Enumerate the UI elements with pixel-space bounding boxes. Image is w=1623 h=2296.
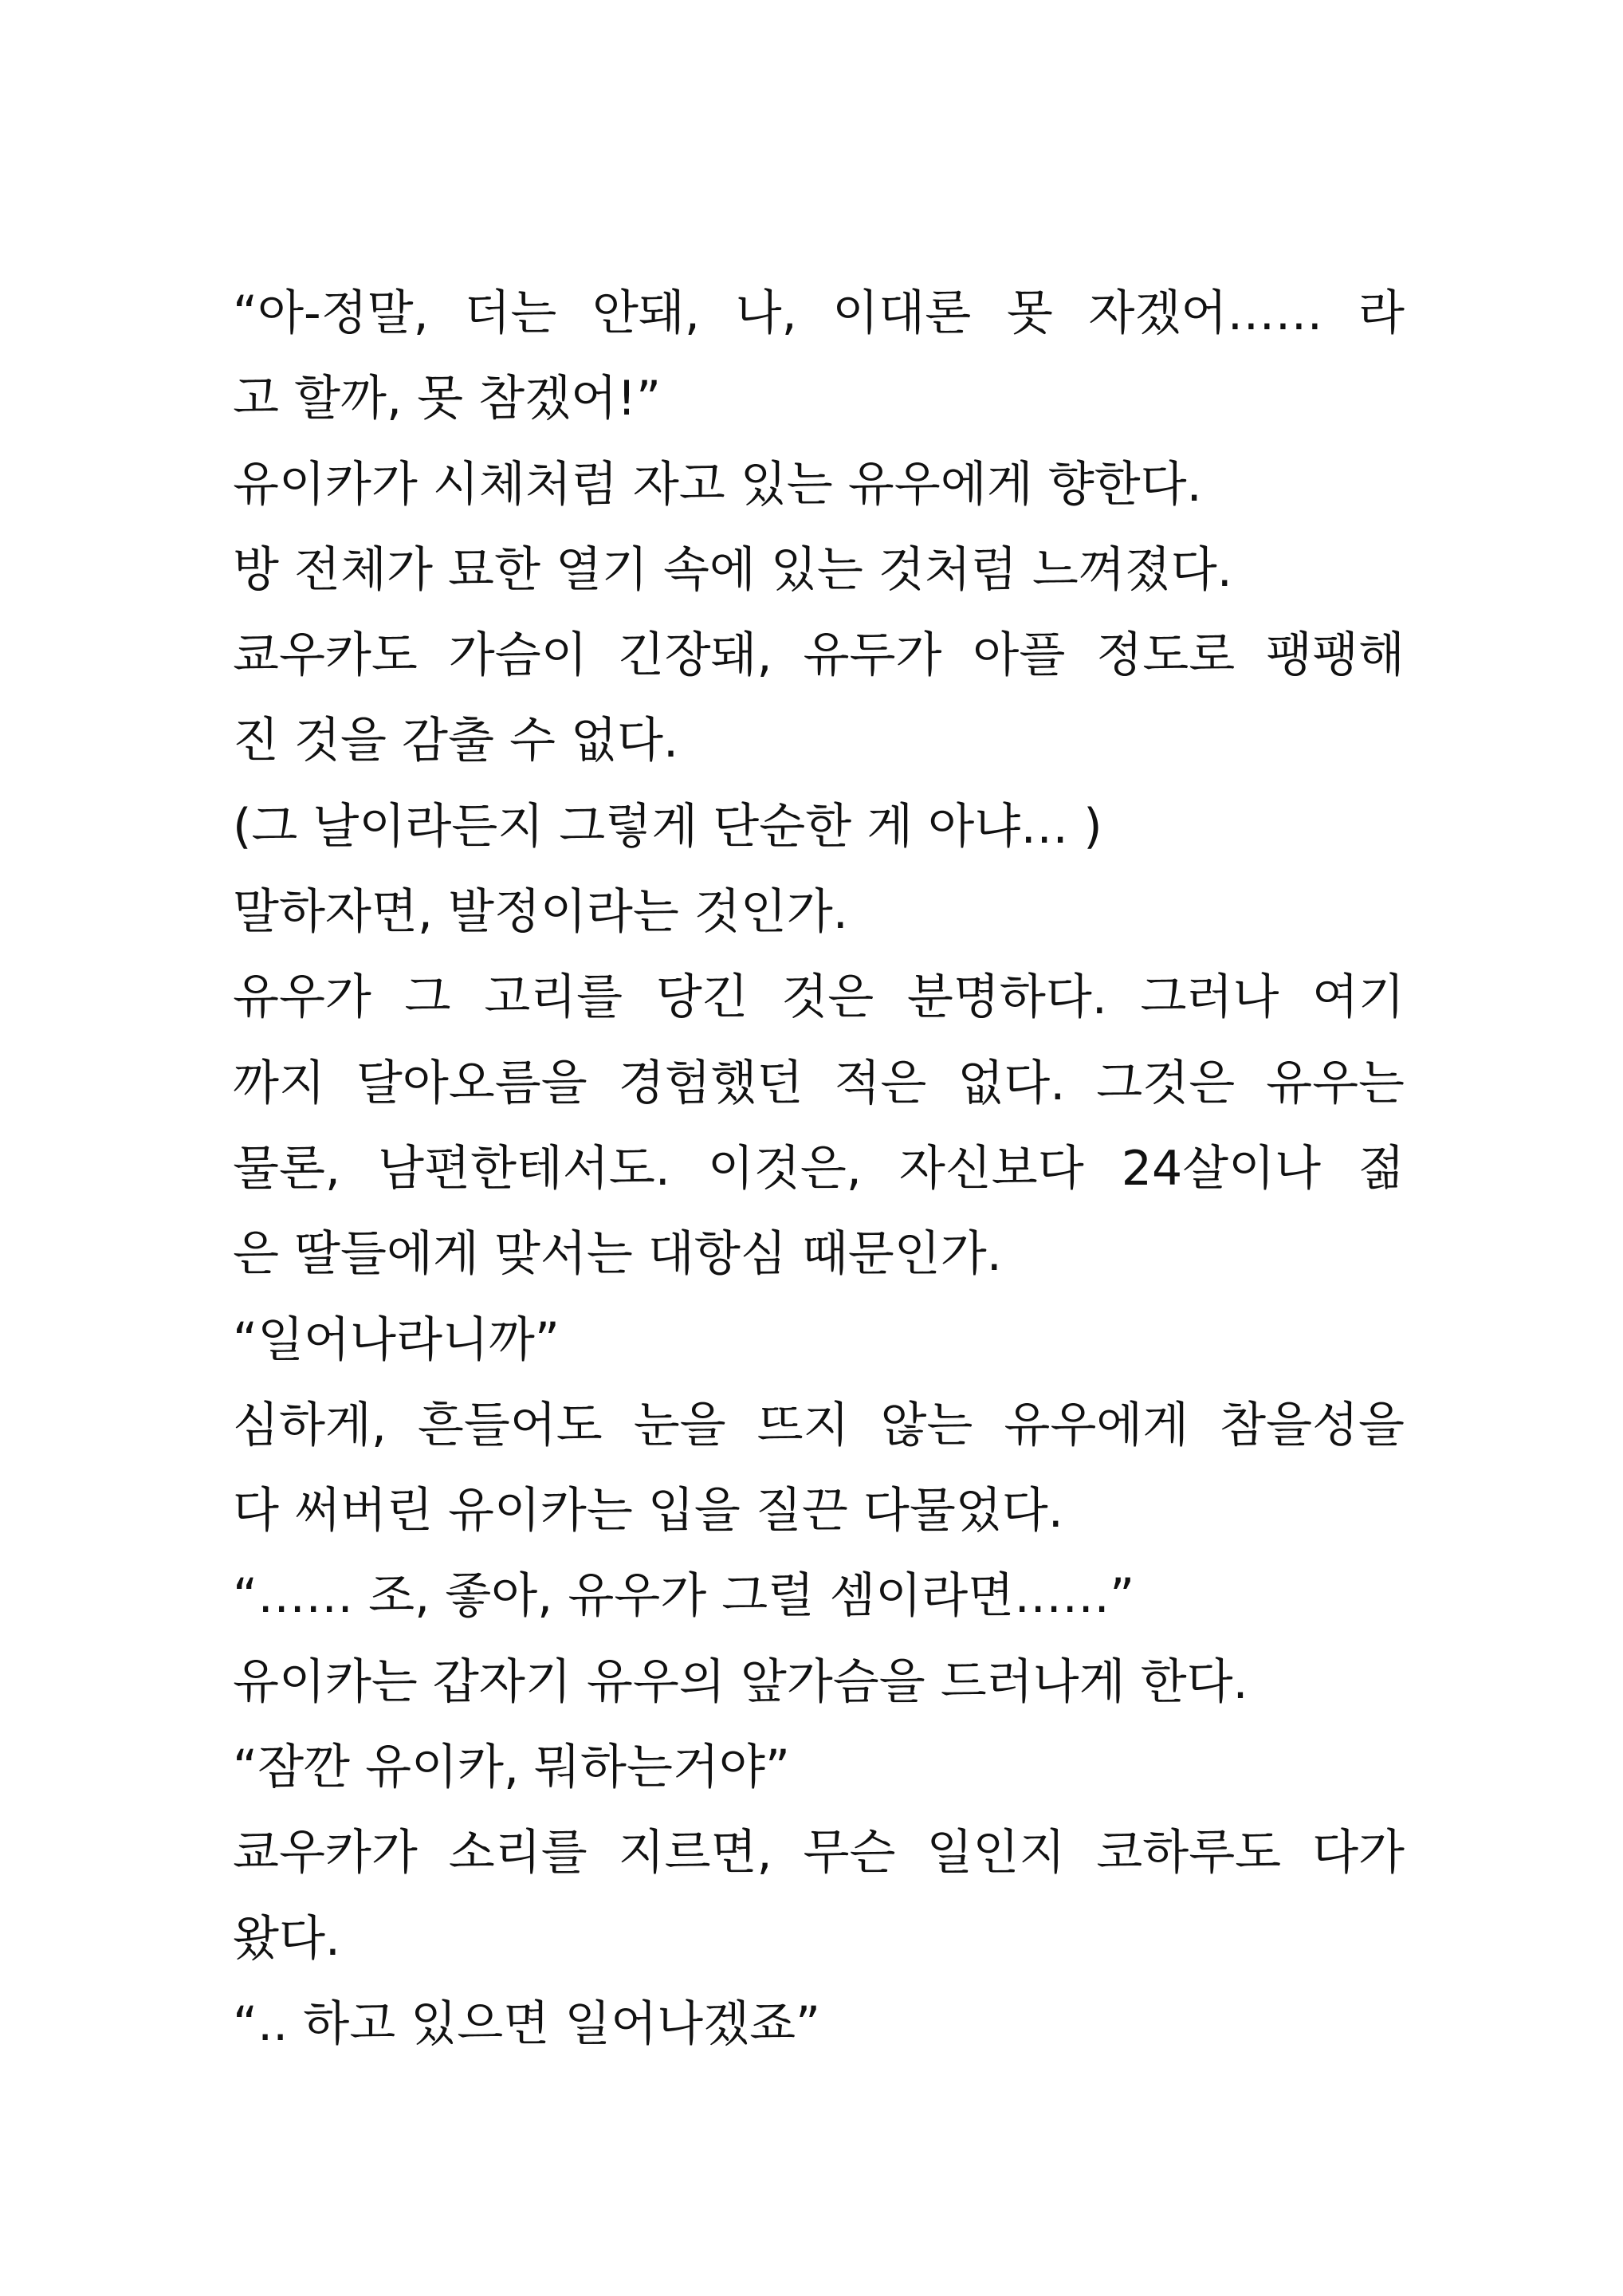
text-line: 유이카가 시체처럼 자고 있는 유우에게 향한다.: [233, 456, 1202, 513]
text-line: 은 딸들에게 맞서는 대항심 때문인가.: [233, 1226, 1002, 1283]
text-line: 쿄우카가 소리를 지르면, 무슨 일인지 코하루도 다가: [233, 1825, 1405, 1881]
text-line: 말하자면, 발정이라는 것인가.: [233, 884, 848, 941]
text-line: (그 날이라든지 그렇게 단순한 게 아냐… ): [233, 798, 1102, 855]
text-line: 유우가 그 고리를 당긴 것은 분명하다. 그러나 여기: [233, 969, 1405, 1026]
text-line: 진 것을 감출 수 없다.: [233, 713, 679, 769]
text-line: “…… 조, 좋아, 유우가 그럴 셈이라면……”: [233, 1568, 1135, 1625]
text-line: “아-정말, 더는 안돼, 나, 이대론 못 자겠어…… 라: [233, 285, 1405, 341]
text-line: 까지 달아오름을 경험했던 적은 없다. 그것은 유우는: [233, 1055, 1405, 1111]
text-line: 다 써버린 유이카는 입을 질끈 다물었다.: [233, 1483, 1063, 1539]
body-text: [233, 271, 1405, 2067]
text-line: “일어나라니까”: [233, 1311, 560, 1368]
text-line: 쿄우카도 가슴이 긴장돼, 유두가 아플 정도로 팽팽해: [233, 627, 1405, 684]
text-line: 물론, 남편한테서도. 이것은, 자신보다 24살이나 젊: [233, 1140, 1405, 1197]
text-line: 심하게, 흔들어도 눈을 뜨지 않는 유우에게 참을성을: [233, 1397, 1405, 1453]
text-line: 왔다.: [233, 1910, 340, 1967]
text-line: “.. 하고 있으면 일어나겠죠”: [233, 1995, 821, 2052]
text-line: 방 전체가 묘한 열기 속에 있는 것처럼 느껴졌다.: [233, 541, 1232, 598]
text-line: “잠깐 유이카, 뭐하는거야”: [233, 1740, 790, 1796]
text-line: 고 할까, 못 참겠어!”: [233, 371, 662, 427]
text-line: 유이카는 갑자기 유우의 앞가슴을 드러나게 한다.: [233, 1653, 1248, 1710]
